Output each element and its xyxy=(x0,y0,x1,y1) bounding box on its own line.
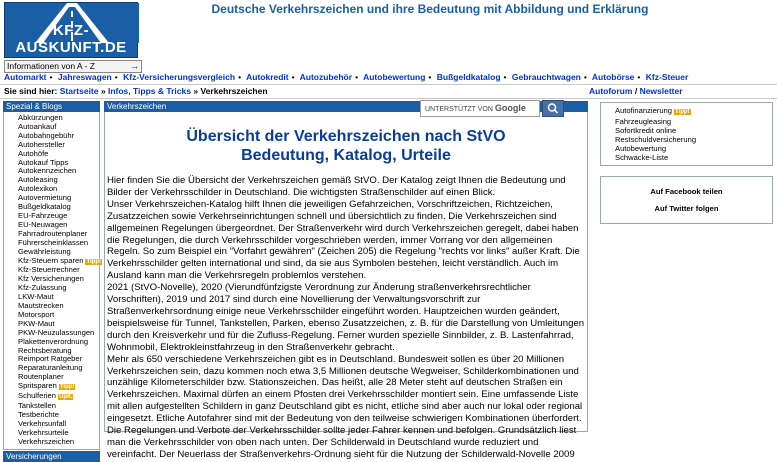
sidebar-item-link[interactable]: Autohersteller xyxy=(18,139,65,149)
nav-link-versicherungsvergleich[interactable]: Kfz-Versicherungsvergleich xyxy=(123,72,236,82)
tipp-badge: Tipp! xyxy=(675,109,690,115)
sidebar-item-link[interactable]: Reparaturanleitung xyxy=(18,363,83,373)
sidebar-item-link[interactable]: LKW-Maut xyxy=(18,292,54,302)
sidebar-item-link[interactable]: Plakettenverordnung xyxy=(18,336,89,346)
nav-link-autozubehoer[interactable]: Autozubehör xyxy=(299,72,353,82)
sidebar-item-link[interactable]: Kfz-Zulassung xyxy=(18,283,67,293)
nav-link-autoboerse[interactable]: Autobörse xyxy=(591,72,635,82)
sidebar-item-link[interactable]: EU-Fahrzeuge xyxy=(18,210,68,220)
arrow-right-icon: → xyxy=(130,61,139,71)
sidebar-link-list xyxy=(3,112,100,450)
page-headline: Deutsche Verkehrszeichen und ihre Bedeutung mit Abbildung und Erklärung xyxy=(211,2,649,16)
breadcrumb-prefix: Sie sind hier: xyxy=(4,86,58,96)
sidebar-item-link[interactable]: Autoleasing xyxy=(18,175,58,185)
sidebar-item-link[interactable]: Autolexikon xyxy=(18,184,58,194)
sidebar-item-link[interactable]: Rechtsberatung xyxy=(18,345,72,355)
sidebar-item-link[interactable]: Schulferien xyxy=(18,391,56,401)
sidebar-item-link[interactable]: Autoankauf xyxy=(18,121,57,131)
sidebar-item-link[interactable]: Tankstellen xyxy=(18,401,56,410)
breadcrumb-bar xyxy=(0,84,777,99)
logo-text: KFZ-AUSKUNFT.DE xyxy=(15,22,127,56)
breadcrumb-infos[interactable]: Infos, Tipps & Tricks xyxy=(107,86,191,96)
link-autofinanzierung[interactable]: Autofinanzierung xyxy=(615,106,672,115)
header-link-separator: / xyxy=(634,86,638,96)
sidebar-item-link[interactable]: Mautstrecken xyxy=(18,301,64,311)
page-title: Übersicht der Verkehrszeichen nach StVO xyxy=(186,128,506,145)
newsletter-link[interactable]: Newsletter xyxy=(639,86,683,96)
sidebar-badge: Tipp! xyxy=(59,384,75,391)
sidebar-item-link[interactable]: Kfz Versicherungen xyxy=(18,274,84,284)
sidebar-item-link[interactable]: Autokennzeichen xyxy=(18,166,77,176)
header-links xyxy=(589,85,683,98)
link-autobewertung[interactable]: Autobewertung xyxy=(615,144,667,153)
sidebar-item-link[interactable]: PKW-Maut xyxy=(18,318,55,328)
article-paragraph: Mehr als 650 verschiedene Verkehrszeichen gibt es in Deutschland. Bundesweit sollen es über 20 Millionen Verkehrszeichen sein, dazu kommen noch etwa 3,5 Millionen deutsche Wegweiser, Schilderkombinationen und unzählige Kilometerschilder bzw. Stationszeichen. Das heißt, alle 28 Meter steht auf deutschen Straßen ein Verkehrszeichen. Maximal dürfen an einem Pfosten drei Verkehrsschilder montiert sein. Eine umfassende Liste mit allen aufgestellten Schildern in ganz Deutschland gibt es nicht, etliche sind aber auch nur lokal oder regional eingesetzt. Etliche Autofahrer sind mit der Bedeutung von den teilweise schwierigen Kombinationen überfordert. Die Regelungen und Verbote der Verkehrsschilder sollte jeder Fahrer kennen und befolgen. Grundsätzlich liest man die Verkehrsschilder von oben nach unten. Der Schilderwald in Deutschland wurde reduziert und vereinfacht. Der Neuerlass der Straßenverkehrs-Ordnung sieht für die Nutzung der Schilderwald-Novelle 2009 xyxy=(107,353,583,460)
sidebar-item-link[interactable]: Verkehrszeichen xyxy=(18,436,75,446)
left-sidebar xyxy=(3,101,100,462)
breadcrumb-startseite[interactable]: Startseite xyxy=(59,86,99,96)
link-fahrzeugleasing[interactable]: Fahrzeugleasing xyxy=(615,117,672,126)
sidebar-item-link[interactable]: Kfz-Steuerrechner xyxy=(18,265,80,275)
sidebar-item-link[interactable]: Spritsparen xyxy=(18,381,57,391)
sidebar-badge: Upd. xyxy=(59,394,73,401)
breadcrumb-separator: » xyxy=(193,86,199,96)
page-subtitle: Bedeutung, Katalog, Urteile xyxy=(241,147,451,164)
sidebar-item-link[interactable]: Routenplaner xyxy=(18,372,64,382)
sidebar-item-link[interactable]: Testberichte xyxy=(18,409,59,419)
breadcrumb-separator: » xyxy=(100,86,106,96)
site-logo[interactable] xyxy=(4,2,138,58)
search-input[interactable] xyxy=(420,100,540,117)
sidebar-item-link[interactable]: Gewährleistung xyxy=(18,246,71,256)
right-sidebar xyxy=(600,102,776,224)
main-panel-heading: Verkehrszeichen xyxy=(104,101,588,112)
article-paragraph: Hier finden Sie die Übersicht der Verkehrszeichen gemäß StVO. Der Katalog zeigt Ihnen die Bedeutung und Bilder der Verkehrsschilder in Deutschland. Die wichtigsten Straßenschilder auf einen Blick. xyxy=(107,175,566,198)
sidebar-item-link[interactable]: Autokauf Tipps xyxy=(18,157,69,167)
social-box xyxy=(600,176,773,224)
search-button[interactable] xyxy=(542,100,564,117)
sidebar-item-link[interactable]: EU-Neuwagen xyxy=(18,219,68,229)
sidebar-item-link[interactable]: PKW-Neuzulassungen xyxy=(18,327,95,337)
search-icon xyxy=(543,101,563,116)
breadcrumb-current: Verkehrszeichen xyxy=(200,86,268,96)
sidebar-heading-spezial: Spezial & Blogs xyxy=(3,101,100,112)
sidebar-item-link[interactable]: Abkürzungen xyxy=(18,113,63,122)
nav-link-bussgeldkatalog[interactable]: Bußgeldkatalog xyxy=(436,72,501,82)
sidebar-item-link[interactable]: Kfz-Steuern sparen xyxy=(18,255,84,265)
sidebar-item-link[interactable]: Führerscheinklassen xyxy=(18,237,89,247)
twitter-follow-link[interactable]: Auf Twitter folgen xyxy=(654,204,719,213)
facebook-share-link[interactable]: Auf Facebook teilen xyxy=(650,187,723,196)
nav-link-kfz-steuer[interactable]: Kfz-Steuer xyxy=(645,72,689,82)
sidebar-item-link[interactable]: Fahrradroutenplaner xyxy=(18,228,88,238)
sidebar-heading-versicherungen: Versicherungen xyxy=(3,451,100,462)
sidebar-badge: Tipp! xyxy=(86,258,101,265)
link-sofortkredit[interactable]: Sofortkredit online xyxy=(615,126,677,135)
sidebar-item-link[interactable]: Verkehrsunfall xyxy=(18,418,67,428)
sidebar-item-link[interactable]: Verkehrsurteile xyxy=(18,427,69,437)
top-navigation: Automarkt • Jahreswagen • Kfz-Versicherungsvergleich • Autokredit • Autozubehör • Autobewertung • Bußgeldkatalog • Gebrauchtwagen • Autobörse • Kfz-Steuer xyxy=(4,72,689,82)
article-paragraph: 2021 (StVO-Novelle), 2020 (Vierundfünfzigste Verordnung zur Änderung straßenverkehrsrechtlicher Vorschriften), 2019 und 2017 sind durch eine Novellierung der Verwaltungsvorschrift zur Straßenverkehrsordnung einige neue Verkehrsschilder eingeführt worden. Hauptzeichen wurden geändert, beispielsweise für Tunnel, Tankstellen, Parken, ebenso Zusatzzeichen, z. B. für die Darstellung von Umleitungen durch den Kreisverkehr und für die Zufluss-Regelung. Ferner wurden spezielle Sinnbilder, z. B. Lastenfahrrad, Wohnmobil, Elektrokleinstfahrzeug in den Straßenverkehr gebracht. xyxy=(107,282,585,353)
google-brand: Google xyxy=(494,103,526,113)
article-paragraph: Unser Verkehrszeichen-Katalog hilft Ihnen die jeweiligen Gefahrzeichen, Vorschriftzeichen, Richtzeichen, Zusatzzeichen sowie Verkehrseinrichtungen schnell und übersichtlich zu finden. Die Verkehrszeichen sind allgemeinen Regelungen übergeordnet. Der Straßenverkehr wird durch Verkehrszeichen geregelt, dabei haben die Regelungen, die durch Verkehrsschilder vorgeschrieben werden, immer Vorrang vor den allgemeinen Regeln. So zum Beispiel ein "Vorfahrt gewähren" (Zeichen 205) die Regelung "rechts vor links" außer Kraft. Die Verkehrsschilder gelten international und sind, da sie aus Symbolen bestehen, leicht verständlich. Auch im Ausland kann man die Verkehrsregeln problemlos verstehen. xyxy=(107,198,580,282)
sidebar-item-link[interactable]: Autovermietung xyxy=(18,193,72,203)
autoforum-link[interactable]: Autoforum xyxy=(589,86,633,96)
nav-link-autokredit[interactable]: Autokredit xyxy=(246,72,289,82)
article-body xyxy=(107,175,585,461)
link-schwacke-liste[interactable]: Schwacke-Liste xyxy=(615,153,669,162)
finance-links-box xyxy=(600,102,773,166)
link-restschuldversicherung[interactable]: Restschuldversicherung xyxy=(615,135,697,144)
nav-link-gebrauchtwagen[interactable]: Gebrauchtwagen xyxy=(511,72,581,82)
sidebar-item-link[interactable]: Bußgeldkatalog xyxy=(18,202,71,212)
sidebar-item-link[interactable]: Autohöfe xyxy=(18,148,49,158)
sidebar-item-link[interactable]: Autobahngebühr xyxy=(18,130,75,140)
nav-link-automarkt[interactable]: Automarkt xyxy=(4,72,47,82)
a-z-label: Informationen von A - Z xyxy=(7,61,95,71)
breadcrumb xyxy=(4,85,268,98)
sidebar-item-link[interactable]: Reimport Ratgeber xyxy=(18,354,83,364)
search-powered-by: UNTERSTÜTZT VON xyxy=(425,106,493,113)
nav-link-autobewertung[interactable]: Autobewertung xyxy=(363,72,426,82)
main-content xyxy=(104,112,588,460)
sidebar-item xyxy=(18,438,99,447)
sidebar-item-link[interactable]: Motorsport xyxy=(18,309,55,319)
nav-link-jahreswagen[interactable]: Jahreswagen xyxy=(57,72,112,82)
